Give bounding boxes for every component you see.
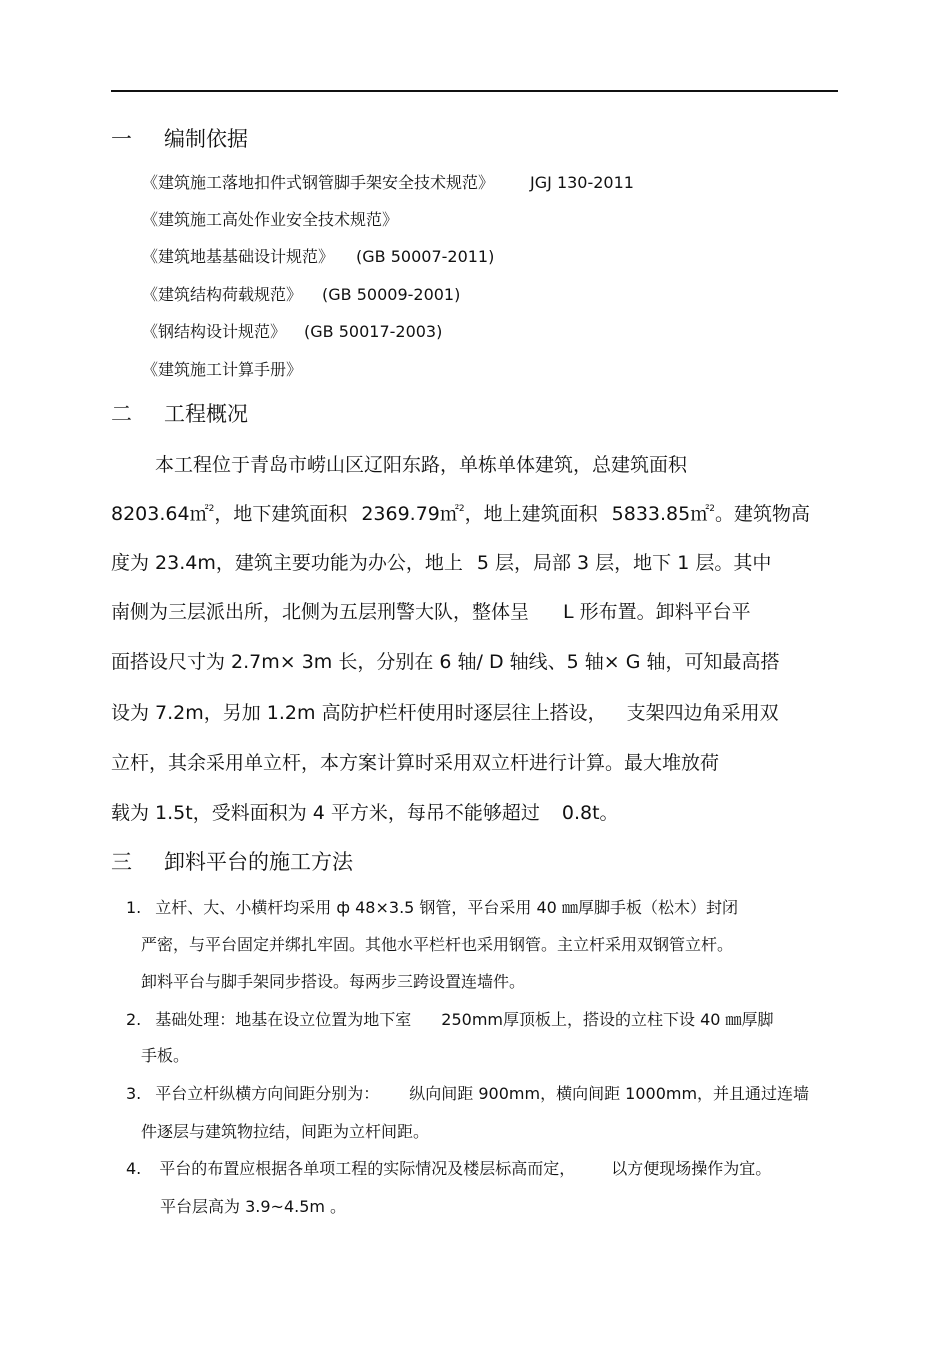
text: 南侧为三层派出所，北侧为五层刑警大队，整体呈: [111, 601, 530, 623]
item-number: 4.: [126, 1159, 142, 1178]
text: 基础处理：地基在设立位置为地下室: [155, 1010, 412, 1029]
reference-name: 《建筑结构荷载规范》: [142, 285, 303, 304]
section-2-heading: [111, 404, 248, 425]
paragraph-line: 本工程位于青岛市崂山区辽阳东路，单栋单体建筑，总建筑面积: [155, 454, 688, 476]
list-item: [126, 1161, 771, 1177]
reference-name: 《建筑施工落地扣件式钢管脚手架安全技术规范》: [142, 173, 495, 192]
reference-code: JGJ 130-2011: [530, 173, 634, 192]
reference-item: [142, 324, 442, 340]
text: 以方便现场操作为宜。: [611, 1159, 772, 1178]
text: 支架四边角采用双: [626, 702, 779, 724]
text: 250mm厚顶板上，搭设的立柱下设 40 ㎜厚脚: [441, 1010, 774, 1029]
text: 载为 1.5t，受料面积为 4 平方米，每吊不能够超过: [111, 802, 540, 824]
text: ，地下建筑面积: [214, 503, 348, 525]
section-number: 二: [111, 402, 132, 426]
text: 。建筑物高: [714, 503, 810, 525]
section-title: 工程概况: [164, 402, 248, 426]
item-number: 1.: [126, 898, 142, 917]
section-number: 三: [111, 850, 132, 874]
superscript: 2: [458, 504, 465, 514]
reference-item: [142, 212, 398, 228]
text: 平台的布置应根据各单项工程的实际情况及楼层标高而定，: [159, 1159, 576, 1178]
list-item: [126, 1086, 809, 1102]
item-number: 2.: [126, 1010, 142, 1029]
reference-item: [142, 287, 460, 303]
header-rule: [111, 90, 838, 92]
area-value: 8203.64㎡: [111, 503, 209, 525]
paragraph-line: 立杆，其余采用单立杆，本方案计算时采用双立杆进行计算。最大堆放荷: [111, 752, 720, 774]
list-item-continuation: 平台层高为 3.9~4.5m 。: [160, 1197, 347, 1216]
paragraph-line: [111, 804, 619, 823]
reference-code: (GB 50017-2003): [304, 322, 443, 341]
list-item: [126, 900, 738, 916]
text: L 形布置。卸料平台平: [563, 601, 751, 623]
text: 0.8t。: [561, 802, 619, 824]
reference-name: 《钢结构设计规范》: [142, 322, 287, 341]
paragraph-line: [111, 554, 771, 573]
section-number: 一: [111, 127, 132, 151]
list-item-continuation: 手板。: [141, 1046, 190, 1065]
item-number: 3.: [126, 1084, 142, 1103]
paragraph-line: [111, 704, 779, 723]
section-1-heading: [111, 129, 248, 150]
superscript: 2: [208, 504, 215, 514]
list-item-continuation: 卸料平台与脚手架同步搭设。每两步三跨设置连墙件。: [141, 972, 526, 991]
list-item: [126, 1012, 774, 1028]
text: 度为 23.4m，建筑主要功能为办公，地上: [111, 552, 463, 574]
paragraph-line: [111, 505, 810, 524]
section-title: 编制依据: [164, 127, 248, 151]
reference-item: [142, 175, 634, 191]
text: 平台立杆纵横方向间距分别为：: [155, 1084, 380, 1103]
reference-name: 《建筑施工高处作业安全技术规范》: [142, 210, 399, 229]
text: ，地上建筑面积: [464, 503, 598, 525]
text: 5 层，局部 3 层，地下 1 层。其中: [476, 552, 772, 574]
reference-code: (GB 50007-2011): [356, 247, 495, 266]
area-value: 5833.85㎡: [611, 503, 710, 525]
reference-name: 《建筑地基基础设计规范》: [142, 247, 335, 266]
paragraph-line: [111, 603, 751, 622]
text: 设为 7.2m，另加 1.2m 高防护栏杆使用时逐层往上搭设，: [111, 702, 607, 724]
area-value: 2369.79㎡: [361, 503, 459, 525]
section-3-heading: [111, 852, 353, 873]
reference-name: 《建筑施工计算手册》: [142, 360, 303, 379]
list-item-continuation: 件逐层与建筑物拉结，间距为立杆间距。: [141, 1122, 430, 1141]
text: 纵向间距 900mm，横向间距 1000mm，并且通过连墙: [409, 1084, 810, 1103]
paragraph-line: 面搭设尺寸为 2.7m× 3m 长，分别在 6 轴/ D 轴线、5 轴× G 轴，可知最高搭: [111, 651, 780, 673]
reference-code: (GB 50009-2001): [322, 285, 461, 304]
list-item-continuation: 严密，与平台固定并绑扎牢固。其他水平栏杆也采用钢管。主立杆采用双钢管立杆。: [141, 935, 734, 954]
section-title: 卸料平台的施工方法: [164, 850, 353, 874]
reference-item: [142, 249, 494, 265]
reference-item: [142, 362, 302, 378]
superscript: 2: [709, 504, 715, 514]
text: 立杆、大、小横杆均采用 ф 48×3.5 钢管，平台采用 40 ㎜厚脚手板（松木）封闭: [155, 898, 738, 917]
